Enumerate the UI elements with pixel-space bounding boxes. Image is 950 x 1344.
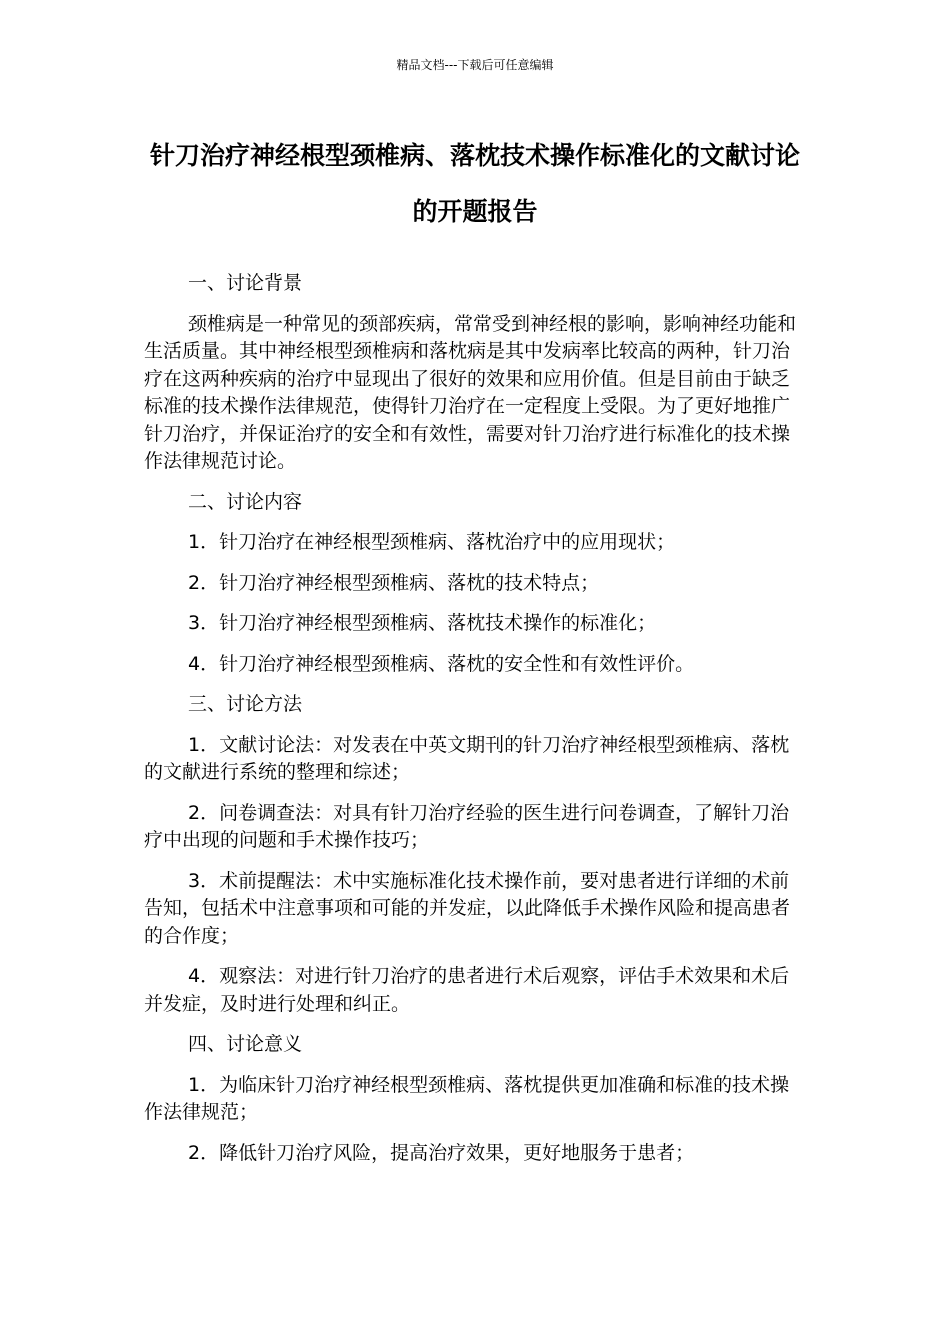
background-paragraph: 颈椎病是一种常见的颈部疾病，常常受到神经根的影响，影响神经功能和生活质量。其中神经根型颈椎病和落枕病是其中发病率比较高的两种，针刀治疗在这两种疾病的治疗中显现出了很好的效果和应用价值。但是目前由于缺乏标准的技术操作法律规范，使得针刀治疗在一定程度上受限。为了更好地推广针刀治疗，并保证治疗的安全和有效性，需要对针刀治疗进行标准化的技术操作法律规范讨论。 xyxy=(144,312,797,472)
content-item: 3．针刀治疗神经根型颈椎病、落枕技术操作的标准化； xyxy=(188,612,657,634)
significance-item: 1．为临床针刀治疗神经根型颈椎病、落枕提供更加准确和标准的技术操作法律规范； xyxy=(144,1073,790,1123)
method-item: 2．问卷调查法：对具有针刀治疗经验的医生进行问卷调查，了解针刀治疗中出现的问题和手术操作技巧； xyxy=(144,801,790,851)
content-item: 2．针刀治疗神经根型颈椎病、落枕的技术特点； xyxy=(188,571,600,594)
section-heading-methods: 三、讨论方法 xyxy=(188,693,303,715)
content-item: 4．针刀治疗神经根型颈椎病、落枕的安全性和有效性评价。 xyxy=(188,652,695,675)
content-item: 1．针刀治疗在神经根型颈椎病、落枕治疗中的应用现状； xyxy=(188,531,676,553)
method-item: 3．术前提醒法：术中实施标准化技术操作前，要对患者进行详细的术前告知，包括术中注意事项和可能的并发症，以此降低手术操作风险和提高患者的合作度； xyxy=(144,869,791,947)
method-item: 4．观察法：对进行针刀治疗的患者进行术后观察，评估手术效果和术后并发症，及时进行处理和纠正。 xyxy=(144,965,790,1015)
document-title: 针刀治疗神经根型颈椎病、落枕技术操作标准化的文献讨论的开题报告 xyxy=(149,141,800,226)
section-heading-background: 一、讨论背景 xyxy=(188,272,303,294)
section-heading-significance: 四、讨论意义 xyxy=(188,1033,303,1055)
method-item: 1．文献讨论法：对发表在中英文期刊的针刀治疗神经根型颈椎病、落枕的文献进行系统的整理和综述； xyxy=(144,733,790,783)
document-body xyxy=(144,270,806,1180)
header-note: 精品文档---下载后可任意编辑 xyxy=(396,58,554,72)
significance-item: 2．降低针刀治疗风险，提高治疗效果，更好地服务于患者； xyxy=(188,1141,695,1164)
section-heading-content: 二、讨论内容 xyxy=(188,490,303,513)
